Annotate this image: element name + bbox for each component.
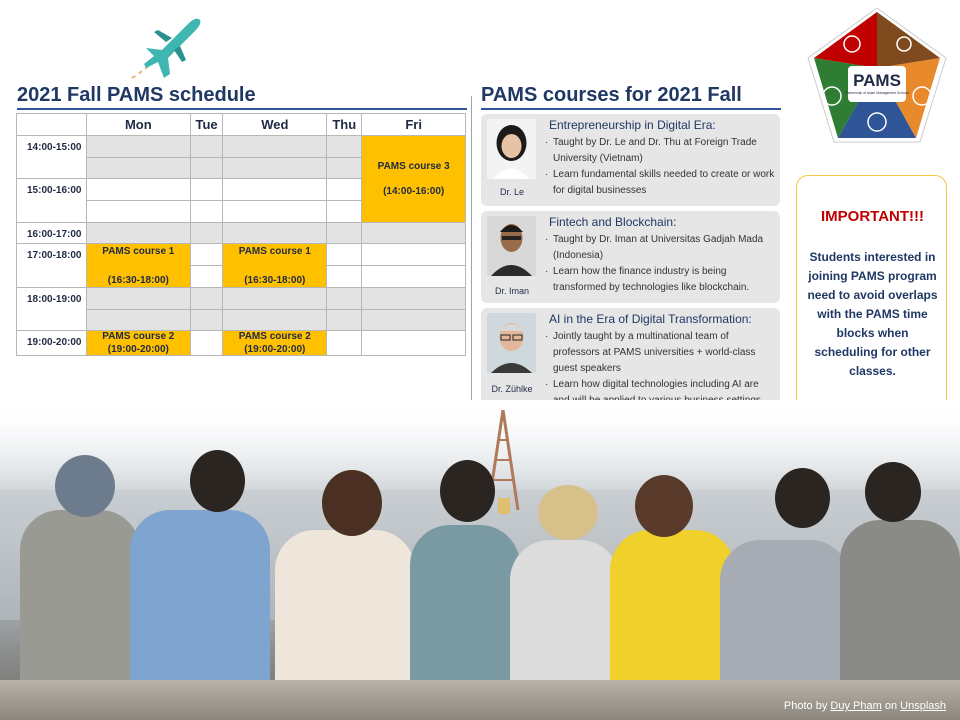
person-head (322, 470, 382, 536)
time-label: 17:00-18:00 (17, 244, 87, 287)
slot (87, 201, 191, 223)
slot (327, 157, 362, 179)
important-notice (796, 175, 947, 416)
slot (362, 287, 466, 309)
slot (223, 222, 327, 244)
instructor-name: Dr. Le (499, 187, 524, 197)
person-head (440, 460, 495, 522)
day-header-tue: Tue (190, 114, 223, 136)
course-time: (14:00-16:00) (383, 185, 445, 197)
instructor-photo (487, 119, 536, 179)
slot (327, 222, 362, 244)
slot (87, 136, 191, 158)
course-title: Entrepreneurship in Digital Era: (549, 118, 716, 132)
person-head (635, 475, 693, 537)
course-name: PAMS course 1 (102, 245, 175, 257)
slot (362, 244, 466, 266)
slot (87, 309, 191, 331)
course-card (481, 308, 780, 414)
person-head (865, 462, 921, 522)
schedule-title-rule (17, 108, 467, 110)
slot (190, 266, 223, 288)
time-label: 18:00-19:00 (17, 287, 87, 330)
slot (190, 309, 223, 331)
logo-name: PAMS (853, 71, 901, 90)
course-time: (19:00-20:00) (244, 344, 306, 356)
day-header-fri: Fri (362, 114, 466, 136)
course-title: Fintech and Blockchain: (549, 215, 677, 229)
credit-middle: on (884, 700, 898, 712)
instructor-name: Dr. Zühlke (491, 384, 533, 394)
group-photo (0, 400, 960, 720)
course-block-mon-2 (87, 331, 191, 356)
corner-cell (17, 114, 87, 136)
instructor-photo (487, 216, 536, 276)
slot (223, 287, 327, 309)
slot (362, 266, 466, 288)
course-bullets (545, 329, 777, 409)
course-time: (16:30-18:00) (244, 274, 306, 286)
slot (190, 136, 223, 158)
course-block-wed-2 (223, 331, 327, 356)
course-name: PAMS course 3 (377, 160, 450, 172)
course-name: PAMS course 1 (238, 245, 311, 257)
course-bullet: · Jointly taught by a multinational team of professors at PAMS universities + world-class guest speakers (545, 329, 777, 377)
credit-site-link[interactable]: Unsplash (900, 700, 946, 712)
course-bullets (545, 135, 777, 199)
schedule-table (16, 113, 466, 356)
person-head (538, 485, 598, 540)
course-block-wed-1 (223, 244, 327, 287)
course-bullet: · Learn how digital technologies including AI are (545, 377, 777, 409)
pams-logo (804, 6, 950, 148)
time-label: 15:00-16:00 (17, 179, 87, 222)
schedule-header-row (17, 114, 466, 136)
slot (190, 201, 223, 223)
slot (327, 266, 362, 288)
instructor-name: Dr. Iman (494, 286, 529, 296)
course-title: AI in the Era of Digital Transformation: (549, 312, 752, 326)
course-bullets (545, 232, 777, 296)
slot (223, 201, 327, 223)
slot (223, 309, 327, 331)
section-divider (471, 96, 472, 414)
slot (223, 136, 327, 158)
credit-author-link[interactable]: Duy Pham (830, 700, 882, 712)
slot (327, 179, 362, 201)
person-head (55, 455, 115, 517)
course-bullet: · Taught by Dr. Le and Dr. Thu at Foreign Trade University (Vietnam) (545, 135, 777, 167)
course-card (481, 211, 780, 303)
person-head (190, 450, 245, 512)
slot (362, 309, 466, 331)
course-time: (19:00-20:00) (107, 344, 169, 356)
schedule-title: 2021 Fall PAMS schedule (17, 84, 256, 106)
slot (223, 157, 327, 179)
course-card (481, 114, 780, 206)
credit-prefix: Photo by (783, 700, 828, 712)
course-name: PAMS course 2 (102, 331, 175, 343)
course-name: PAMS course 2 (238, 331, 311, 343)
slot (190, 287, 223, 309)
course-block-fri (362, 136, 466, 223)
courses-title: PAMS courses for 2021 Fall (481, 84, 742, 106)
slot (327, 244, 362, 266)
slot (190, 331, 223, 356)
slot (87, 222, 191, 244)
slot (190, 157, 223, 179)
time-label: 14:00-15:00 (17, 136, 87, 179)
day-header-thu: Thu (327, 114, 362, 136)
slot (327, 309, 362, 331)
slot (87, 287, 191, 309)
courses-title-rule (481, 108, 781, 110)
course-bullet: · Learn fundamental skills needed to create or work for digital businesses (545, 167, 777, 199)
course-bullet: · Taught by Dr. Iman at Universitas Gadjah Mada (Indonesia) (545, 232, 777, 264)
slot (362, 331, 466, 356)
important-body: Students interested in joining PAMS program need to avoid overlaps with the PAMS time blocks when scheduling for other classes. (807, 250, 938, 378)
photo-credit (784, 700, 946, 712)
day-header-wed: Wed (223, 114, 327, 136)
course-bullet: · Learn how the finance industry is being transformed by technologies like blockchain. (545, 264, 777, 296)
slot (327, 331, 362, 356)
instructor-photo (487, 313, 536, 373)
slot (190, 244, 223, 266)
person-head (775, 468, 830, 528)
logo-subtitle: Partnership of Asian Management Schools (844, 91, 910, 95)
important-title: IMPORTANT!!! (820, 208, 925, 225)
slot (190, 179, 223, 201)
slot (362, 222, 466, 244)
day-header-mon: Mon (87, 114, 191, 136)
time-label: 19:00-20:00 (17, 331, 87, 356)
course-time: (16:30-18:00) (107, 274, 169, 286)
slot (327, 287, 362, 309)
slot (223, 179, 327, 201)
slot (327, 136, 362, 158)
time-label: 16:00-17:00 (17, 222, 87, 244)
airplane-icon (128, 8, 208, 84)
slot (87, 179, 191, 201)
slot (190, 222, 223, 244)
slot (327, 201, 362, 223)
course-block-mon-1 (87, 244, 191, 287)
slot (87, 157, 191, 179)
